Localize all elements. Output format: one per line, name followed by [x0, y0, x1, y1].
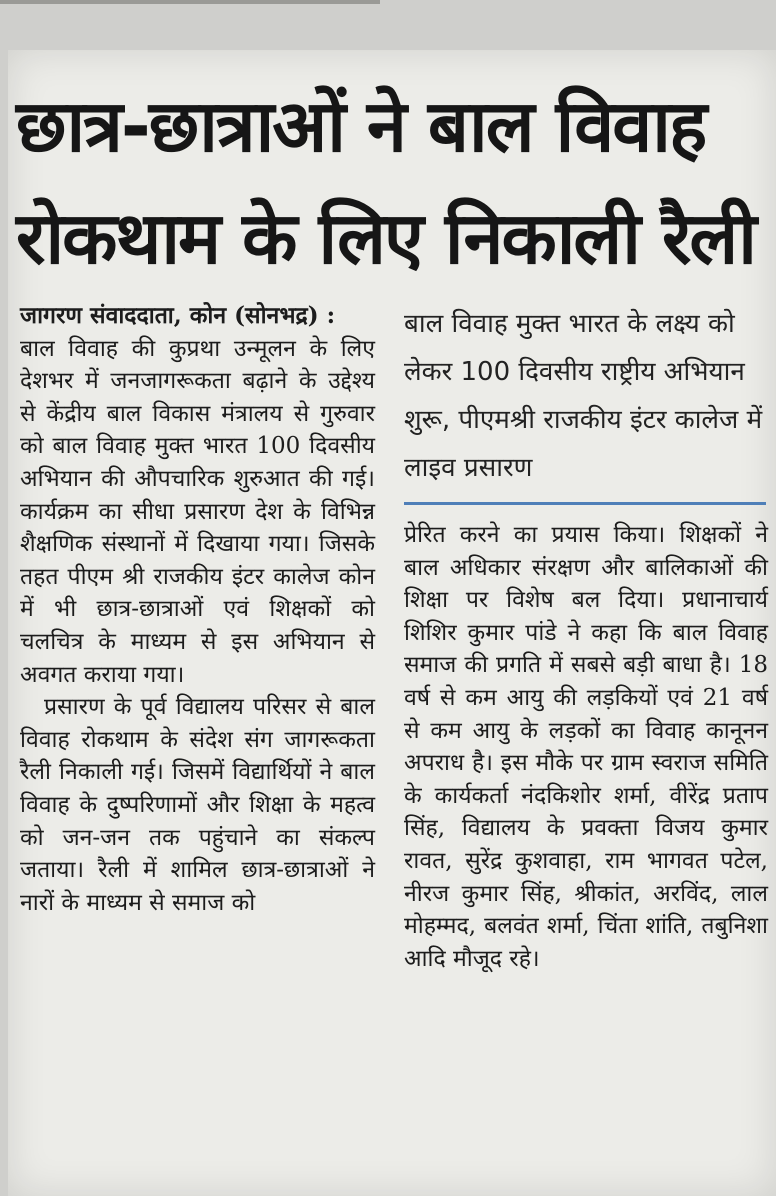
subheadline: बाल विवाह मुक्त भारत के लक्ष्य को लेकर 100 दिवसीय राष्ट्रीय अभियान शुरू, पीएमश्री राजकीय इंटर कालेज में लाइव प्रसारण: [404, 309, 763, 483]
article-column-left: [20, 300, 375, 919]
article-column-right: [404, 300, 768, 975]
article-paragraph-1: बाल विवाह की कुप्रथा उन्मूलन के लिए देशभर में जनजागरूकता बढ़ाने के उद्देश्य से केंद्रीय बाल विकास मंत्रालय से गुरुवार को बाल विवाह मुक्त भारत 100 दिवसीय अभियान की औपचारिक शुरुआत की गई। कार्यक्रम का सीधा प्रसारण देश के विभिन्न शैक्षणिक संस्थानों में दिखाया गया। जिसके तहत पीएम श्री राजकीय इंटर कालेज कोन में भी छात्र-छात्राओं एवं शिक्षकों को चलचित्र के माध्यम से इस अभियान से अवगत कराया गया।: [20, 335, 375, 688]
dateline: जागरण संवाददाता, कोन (सोनभद्र) :: [20, 302, 336, 329]
headline: छात्र-छात्राओं ने बाल विवाह रोकथाम के लिए निकाली रैली: [16, 84, 755, 280]
subheadline-divider: [404, 502, 766, 505]
top-rule: [0, 0, 380, 4]
article-paragraph-3: प्रेरित करने का प्रयास किया। शिक्षकों ने बाल अधिकार संरक्षण और बालिकाओं की शिक्षा पर विशेष बल दिया। प्रधानाचार्य शिशिर कुमार पांडे ने कहा कि बाल विवाह समाज की प्रगति में सबसे बड़ी बाधा है। 18 वर्ष से कम आयु की लड़कियों एवं 21 वर्ष से कम आयु के लड़कों का विवाह कानूनन अपराध है। इस मौके पर ग्राम स्वराज समिति के कार्यकर्ता नंदकिशोर शर्मा, वीरेंद्र प्रताप सिंह, विद्यालय के प्रवक्ता विजय कुमार रावत, सुरेंद्र कुशवाहा, राम भागवत पटेल, नीरज कुमार सिंह, श्रीकांत, अरविंद, लाल मोहम्मद, बलवंत शर्मा, चिंता शांति, तबुनिशा आदि मौजूद रहे।: [404, 522, 768, 972]
article-paragraph-2: प्रसारण के पूर्व विद्यालय परिसर से बाल विवाह रोकथाम के संदेश संग जागरूकता रैली निकाली गई। जिसमें विद्यार्थियों ने बाल विवाह के दुष्परिणामों और शिक्षा के महत्व को जन-जन तक पहुंचाने का संकल्प जताया। रैली में शामिल छात्र-छात्राओं ने नारों के माध्यम से समाज को: [20, 694, 375, 916]
